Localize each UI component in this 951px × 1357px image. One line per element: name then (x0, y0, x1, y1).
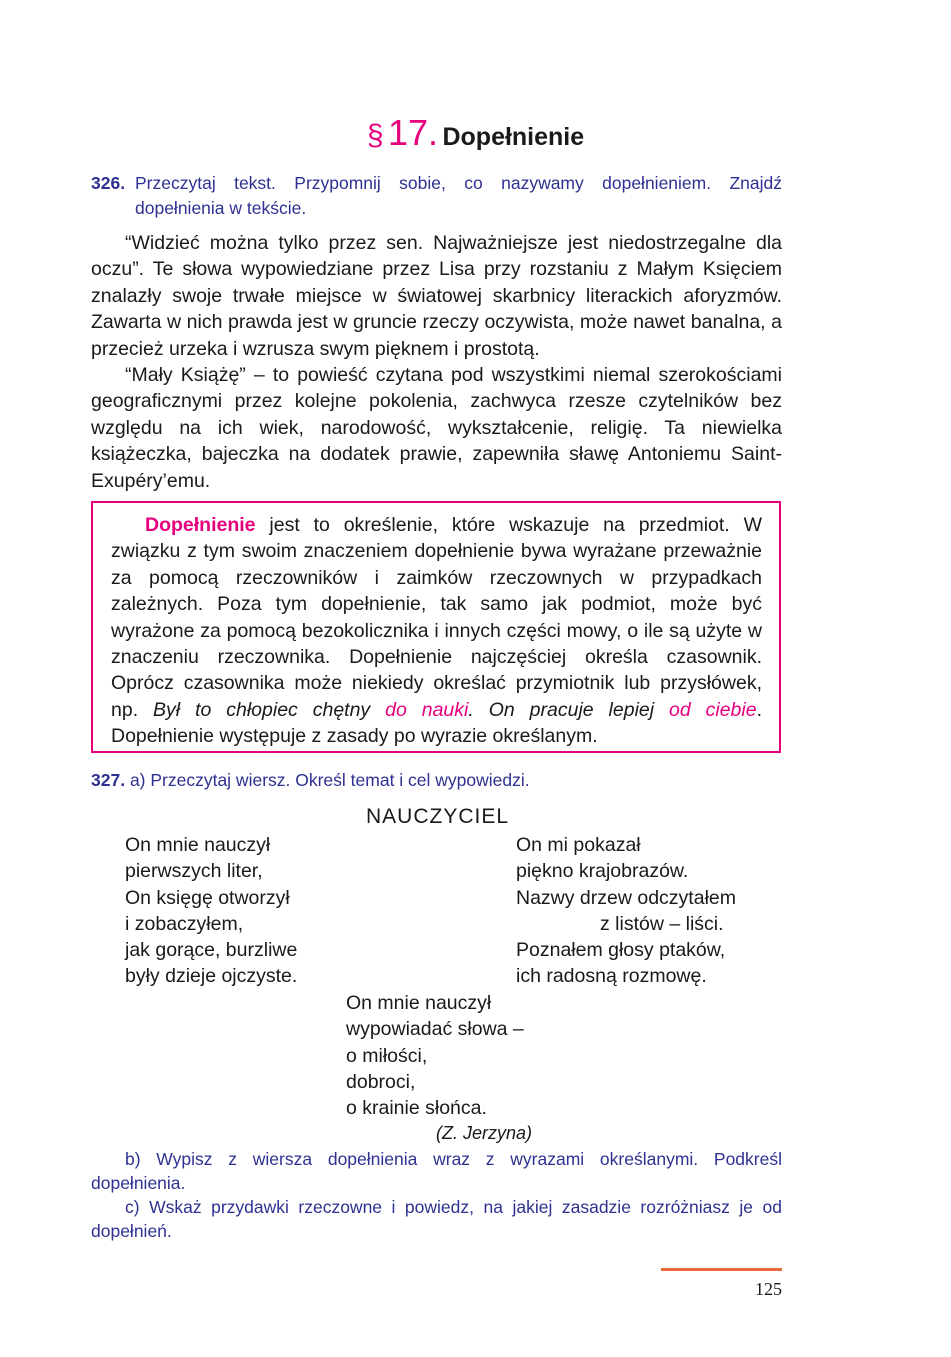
poem-line: ich radosną rozmowę. (516, 965, 707, 988)
definition-box (91, 501, 781, 753)
poem-line: z listów – liści. (600, 912, 724, 935)
definition-text: Dopełnienie jest to określenie, które wskazuje na przedmiot. W związku z tym swoim znaczeniem dopełnienie bywa wyrażane przeważnie za pomocą rzeczowników i zaimków rzeczownych w przypadkach zależnych. Poza tym dopełnienie, tak samo jak podmiot, może być wyrażone za pomocą bezokolicznika i innych części mowy, o ile są użyte w znaczeniu rzeczownika. Dopełnienie najczęściej określa czasownik. Oprócz czasownika może niekiedy określać przymiotnik lub przysłówek, np. Był to chłopiec chętny do nauki. On pracuje lepiej od ciebie. Dopełnienie występuje z zasady po wyrazie określanym. (111, 514, 763, 748)
poem-line: wypowiadać słowa – (346, 1018, 524, 1041)
example-object: od ciebie (669, 698, 757, 721)
task-326-line2: dopełnienia w tekście. (135, 198, 307, 218)
subtask-c: c) Wskaż przydawki rzeczowne i powiedz, na jakiej zasadzie rozróżniasz je od dopełnień. (91, 1197, 782, 1241)
example-object: do nauki (385, 698, 469, 721)
poem-title: NAUCZYCIEL (365, 805, 510, 828)
poem-line: o krainie słońca. (346, 1097, 487, 1120)
poem-line: On mnie nauczył (346, 992, 492, 1014)
poem-line: były dzieje ojczyste. (125, 965, 298, 988)
poem-line: i zobaczyłem, (125, 912, 244, 935)
task-number: 327. (91, 770, 126, 790)
section-heading (0, 112, 951, 154)
poem-line: jak gorące, burzliwe (125, 939, 298, 962)
poem-author: (Z. Jerzyna) (435, 1123, 532, 1143)
poem-line: piękno krajobrazów. (516, 860, 689, 883)
paragraph: “Widzieć można tylko przez sen. Najważniejsze jest niedostrzegalne dla oczu”. Te słowa wypowiedziane przez Lisa przy rozstaniu z Małym Księciem znalazły swoje trwałe miejsce w światowej skarbnicy literackich aforyzmów. Zawarta w nich prawda jest w gruncie rzeczy oczywista, może nawet banalna, a przecież urzeka i wzrusza swym pięknem i prostotą. (91, 232, 782, 360)
section-number: 17. (387, 112, 439, 153)
section-sign: § (366, 119, 384, 152)
poem-line: On mnie nauczył (125, 834, 271, 856)
paragraph: “Mały Książę” – to powieść czytana pod wszystkimi niemal szerokościami geograficznymi przez kolejne pokolenia, zachwyca rzesze czytelników bez względu na ich wiek, narodowość, wykształcenie, religię. Ta niewielka książeczka, bajeczka na dodatek prawie, zapewniła sławę Antoniemu Saint-Exupéry’emu. (91, 364, 782, 492)
task-326 (91, 171, 782, 221)
poem-line: Nazwy drzew odczytałem (516, 886, 736, 909)
poem-line: o miłości, (346, 1044, 428, 1067)
page-number: 125 (755, 1279, 782, 1299)
poem-line: On księgę otworzył (125, 886, 290, 909)
poem-line: On mi pokazał (516, 834, 641, 856)
task-326-line1: Przeczytaj tekst. Przypomnij sobie, co nazywamy dopełnieniem. Znajdź (135, 173, 782, 193)
task-327-text: a) Przeczytaj wiersz. Określ temat i cel wypowiedzi. (129, 770, 530, 790)
poem-line: pierwszych liter, (125, 860, 263, 883)
reading-text (91, 230, 782, 494)
poem-center-stanza (346, 990, 524, 1121)
subtask-b: b) Wypisz z wiersza dopełnienia wraz z wyrazami określanymi. Podkreśl dopełnienia. (91, 1149, 782, 1193)
poem-right-stanza (516, 832, 736, 990)
section-title: Dopełnienie (442, 123, 585, 151)
page-number-rule (661, 1268, 782, 1271)
poem-line: dobroci, (346, 1070, 416, 1093)
poem-left-stanza (125, 832, 297, 990)
task-327 (91, 768, 530, 793)
task-number: 326. (91, 173, 126, 193)
poem-line: Poznałem głosy ptaków, (516, 939, 726, 962)
defined-term: Dopełnienie (145, 514, 256, 536)
subtasks (91, 1147, 782, 1243)
